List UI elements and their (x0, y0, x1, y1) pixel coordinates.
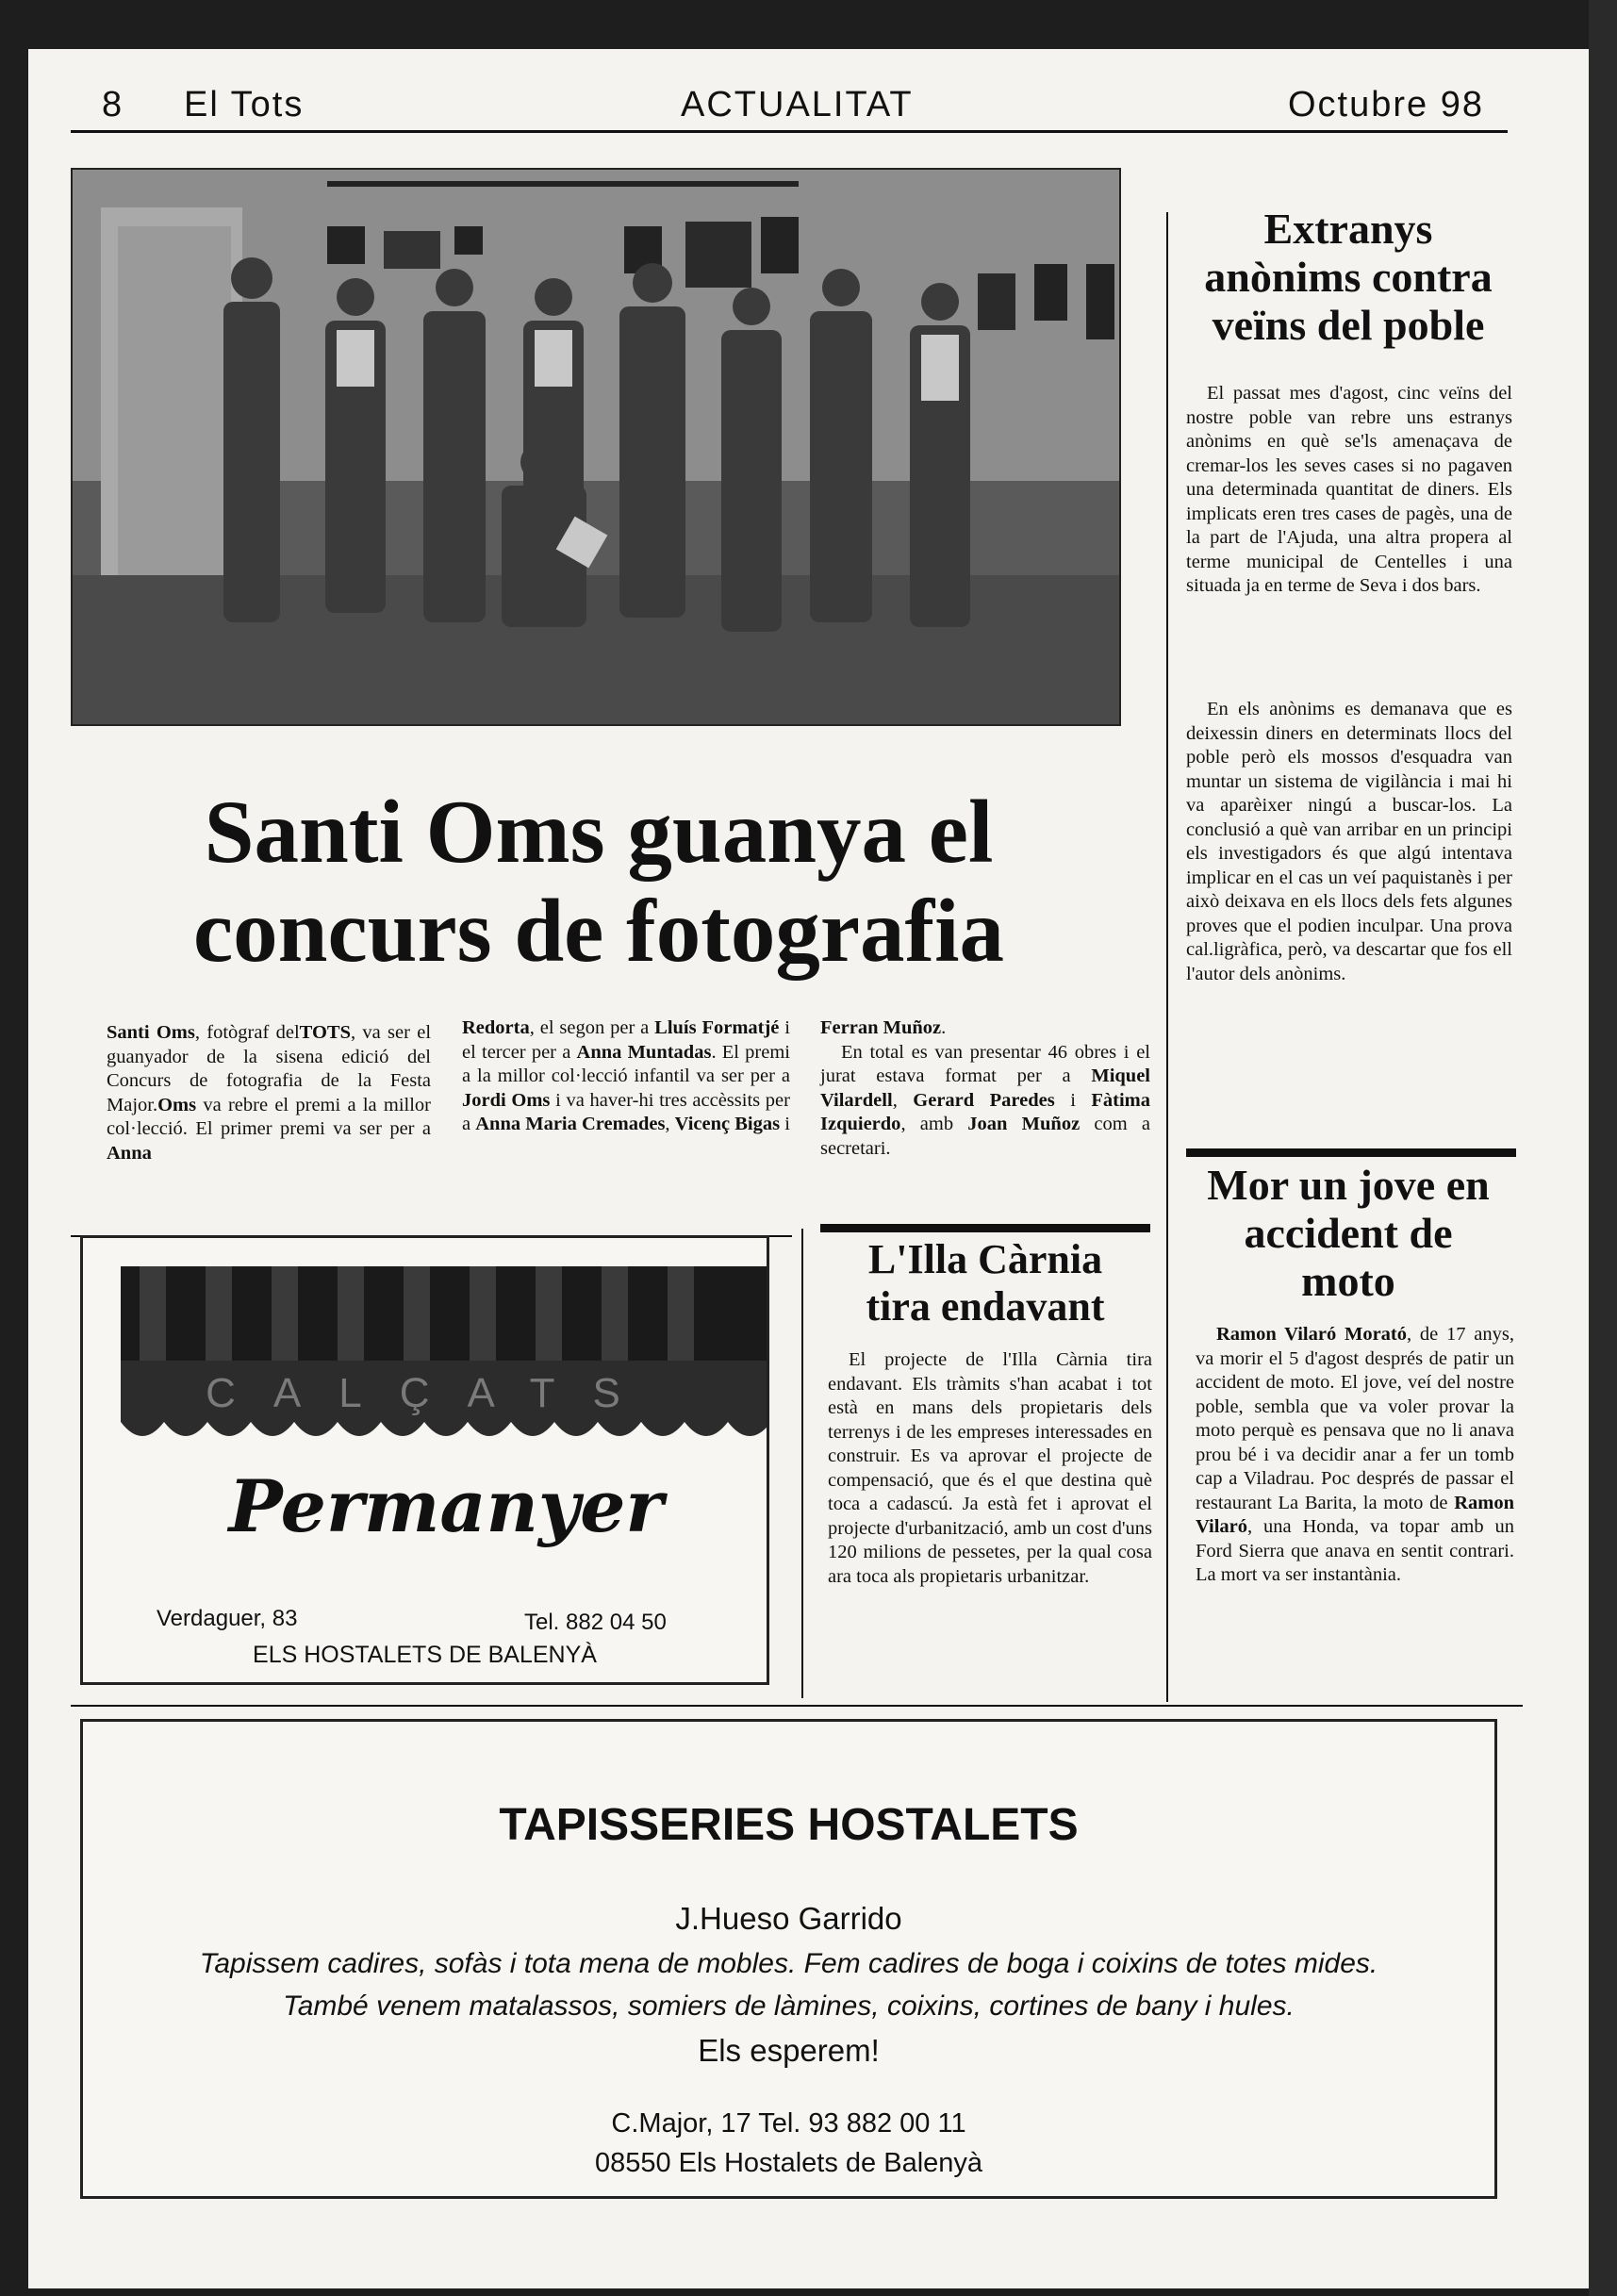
side-headline-2-line2: accident de (1244, 1209, 1453, 1257)
person-name: Redorta (462, 1017, 530, 1038)
person-name: Miquel Vilardell (820, 1065, 1150, 1111)
section-title: ACTUALITAT (681, 85, 914, 124)
article-text-run: , fotògraf del (194, 1022, 300, 1043)
side-headline-2-line3: moto (1301, 1257, 1395, 1305)
center-headline-line1: L'Illa Càrnia (867, 1236, 1103, 1282)
article-text-run: En total es van presentar 46 obres i el jurat estava format per a (820, 1041, 1150, 1086)
article-text-run: i va haver-hi tres accèssits per a (462, 1089, 790, 1134)
main-headline-line1: Santi Oms guanya el (204, 782, 994, 882)
main-headline-line2: concurs de fotografia (192, 881, 1005, 981)
article-text-run: , amb (900, 1114, 968, 1134)
person-name: Anna Muntadas (576, 1041, 712, 1063)
upholstery-title: TAPISSERIES HOSTALETS (499, 1800, 1079, 1850)
upholstery-ad (80, 1719, 1497, 2199)
shoe-store-address: Verdaguer, 83 (157, 1606, 298, 1631)
main-article-column-3 (820, 1016, 1150, 1161)
person-name: Joan Muñoz (967, 1114, 1081, 1134)
person-name: Lluís Formatjé (654, 1017, 780, 1038)
upholstery-welcome: Els esperem! (698, 2033, 880, 2068)
person-name: Santi Oms (107, 1022, 195, 1043)
person-name: Gerard Paredes (913, 1089, 1055, 1111)
award-group-photo (71, 168, 1121, 726)
article-text-run: , el segon per a (529, 1017, 655, 1038)
main-article-column-2 (462, 1016, 790, 1137)
upholstery-services: Tapissem cadires, sofàs i tota mena de mobles. Fem cadires de boga i coixins de totes mides. (199, 1948, 1378, 1979)
upholstery-owner: J.Hueso Garrido (675, 1901, 902, 1936)
issue-date: Octubre 98 (1288, 85, 1484, 124)
center-divider (820, 1224, 1150, 1232)
column-rule-right (1166, 212, 1168, 1702)
person-name: Anna Maria Cremades (475, 1114, 666, 1134)
article-text-run: . El premi a la millor col·lecció infantil va ser per a (462, 1041, 790, 1086)
person-name: Vicenç Bigas (674, 1114, 781, 1134)
bottom-rule (71, 1705, 1523, 1707)
article-text-run: i (780, 1114, 790, 1134)
article-text-run: , va ser el guanyador de la sisena edició del Concurs de fotografia de la Festa Major. (107, 1022, 432, 1115)
person-name: Anna (107, 1142, 152, 1164)
side-headline-1-line3: veïns del poble (1212, 301, 1485, 349)
awning-text: CALÇATS (206, 1370, 658, 1416)
publication-name: El Tots (184, 85, 305, 124)
article-text-run: , (665, 1114, 675, 1134)
page-spine (1589, 0, 1617, 2296)
article-text-run: i (1054, 1089, 1092, 1111)
side-article-1-paragraph-1: El passat mes d'agost, cinc veïns del nostre poble van rebre uns estranys anònims en què se'ls amenaçava de cremar-los les seves cases si no pagaven una determinada quantitat de diners. Els implicats eren tres cases de pagès, una de la part de l'Ajuda, una altra propera al terme municipal de Centelles i una situada ja en terme de Seva i dos bars. (1186, 383, 1512, 596)
person-name: Fàtima Izquierdo (820, 1089, 1150, 1134)
person-name: Oms (157, 1094, 197, 1115)
column-rule-center (801, 1229, 803, 1698)
header-rule (71, 130, 1508, 133)
article-text-run: va rebre el premi a la millor col·lecció. El primer premi va ser per a (107, 1094, 431, 1139)
side-divider (1186, 1148, 1516, 1157)
side-headline-1-line2: anònims contra (1204, 253, 1493, 301)
upholstery-address: C.Major, 17 Tel. 93 882 00 11 (611, 2108, 966, 2139)
center-headline-line2: tira endavant (866, 1283, 1105, 1330)
victim-name-2: Ramon Vilaró (1196, 1492, 1514, 1537)
side-headline-1-line1: Extranys (1263, 205, 1433, 253)
article-text-run: com a secretari. (820, 1114, 1150, 1159)
side-article-1-paragraph-2: En els anònims es demanava que es deixessin diners en determinats llocs del poble però els mossos d'esquadra van muntar un sistema de vigilància i mai hi va aparèixer ningú a buscar-los. La conclusió a què van arribar en un principi els investigadors és que algú intentava implicar en el cas un veí paquistanès i per això deixava en els llocs dels fets algunes proves que el podien inculpar. Una prova cal.ligràfica, però, va descartar que fos ell l'autor dels anònims. (1186, 699, 1512, 984)
victim-name: Ramon Vilaró Morató (1216, 1324, 1408, 1345)
shoe-brand-logo: Permanyer (228, 1464, 664, 1548)
article-text-run: , (892, 1089, 914, 1111)
shoe-store-town: ELS HOSTALETS DE BALENYÀ (253, 1642, 597, 1668)
upholstery-town: 08550 Els Hostalets de Balenyà (594, 2148, 983, 2178)
article-text-run: . (941, 1017, 947, 1038)
article-text-run: i el tercer per a (462, 1017, 790, 1063)
person-name: Jordi Oms (462, 1089, 551, 1111)
center-article-body: El projecte de l'Illa Càrnia tira endavant. Els tràmits s'han acabat i tot està en mans dels propietaris dels terrenys i de les empreses interessades en construir. Es va aprovar el projecte de compensació, que és el que destina què toca a cadascú. Ja està fet i aprovat el projecte d'urbanització, amb un cost d'uns 120 milions de pessetes, per la qual cosa ara toca als propietaris urbanitzar. (828, 1349, 1152, 1587)
upholstery-products: També venem matalassos, somiers de làmines, coixins, cortines de bany i hules. (283, 1990, 1295, 2022)
side-article-2-body: Ramon Vilaró Morató, de 17 anys, va morir el 5 d'agost després de patir un accident de moto. El jove, veí del nostre poble, sembla que va voler provar la moto perquè es pensava que no li anava prou bé i va decidir anar a fer un tomb cap a Viladrau. Poc després de passar el restaurant La Barita, la moto de Ramon Vilaró, una Honda, va topar amb un Ford Sierra que anava en sentit contrari. La mort va ser instantània. (1196, 1324, 1514, 1585)
shoe-store-ad (80, 1235, 769, 1685)
person-name: TOTS (299, 1022, 351, 1043)
person-name: Ferran Muñoz (820, 1017, 942, 1038)
side-headline-2-line1: Mor un jove en (1207, 1161, 1490, 1209)
shoe-store-phone: Tel. 882 04 50 (524, 1610, 667, 1635)
page-number: 8 (102, 85, 124, 124)
main-article-column-1 (107, 1021, 431, 1165)
